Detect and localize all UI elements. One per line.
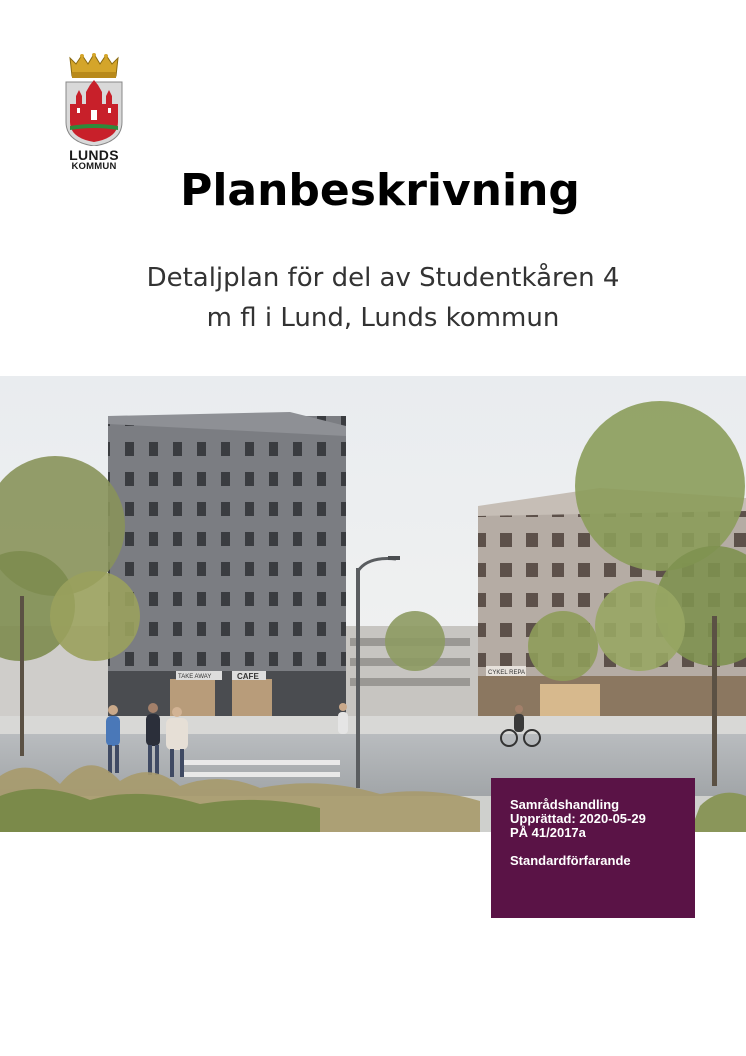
document-status-box <box>491 778 695 918</box>
lunds-kommun-logo <box>62 52 126 172</box>
sign-cykel: CYKEL REPA <box>488 670 526 676</box>
subtitle-line-1: Detaljplan för del av Studentkåren 4 <box>146 263 620 293</box>
sign-take-away: TAKE AWAY <box>178 674 212 680</box>
sign-cafe: CAFE <box>237 672 259 681</box>
status-line-upprattad: Upprättad: 2020-05-29 <box>510 811 646 826</box>
coat-of-arms-icon <box>62 52 126 146</box>
status-line-procedure: Standardförfarande <box>510 853 631 868</box>
logo-text-lunds: LUNDS <box>69 147 119 163</box>
status-line-pa-number: PÅ 41/2017a <box>510 825 586 840</box>
logo-text-kommun: KOMMUN <box>71 161 117 172</box>
architectural-illustration <box>0 376 746 832</box>
status-line-samradshandling: Samrådshandling <box>510 797 620 812</box>
subtitle-line-2: m fl i Lund, Lunds kommun <box>206 303 560 333</box>
document-title: Planbeskrivning <box>180 165 580 216</box>
document-subtitle <box>0 258 746 338</box>
